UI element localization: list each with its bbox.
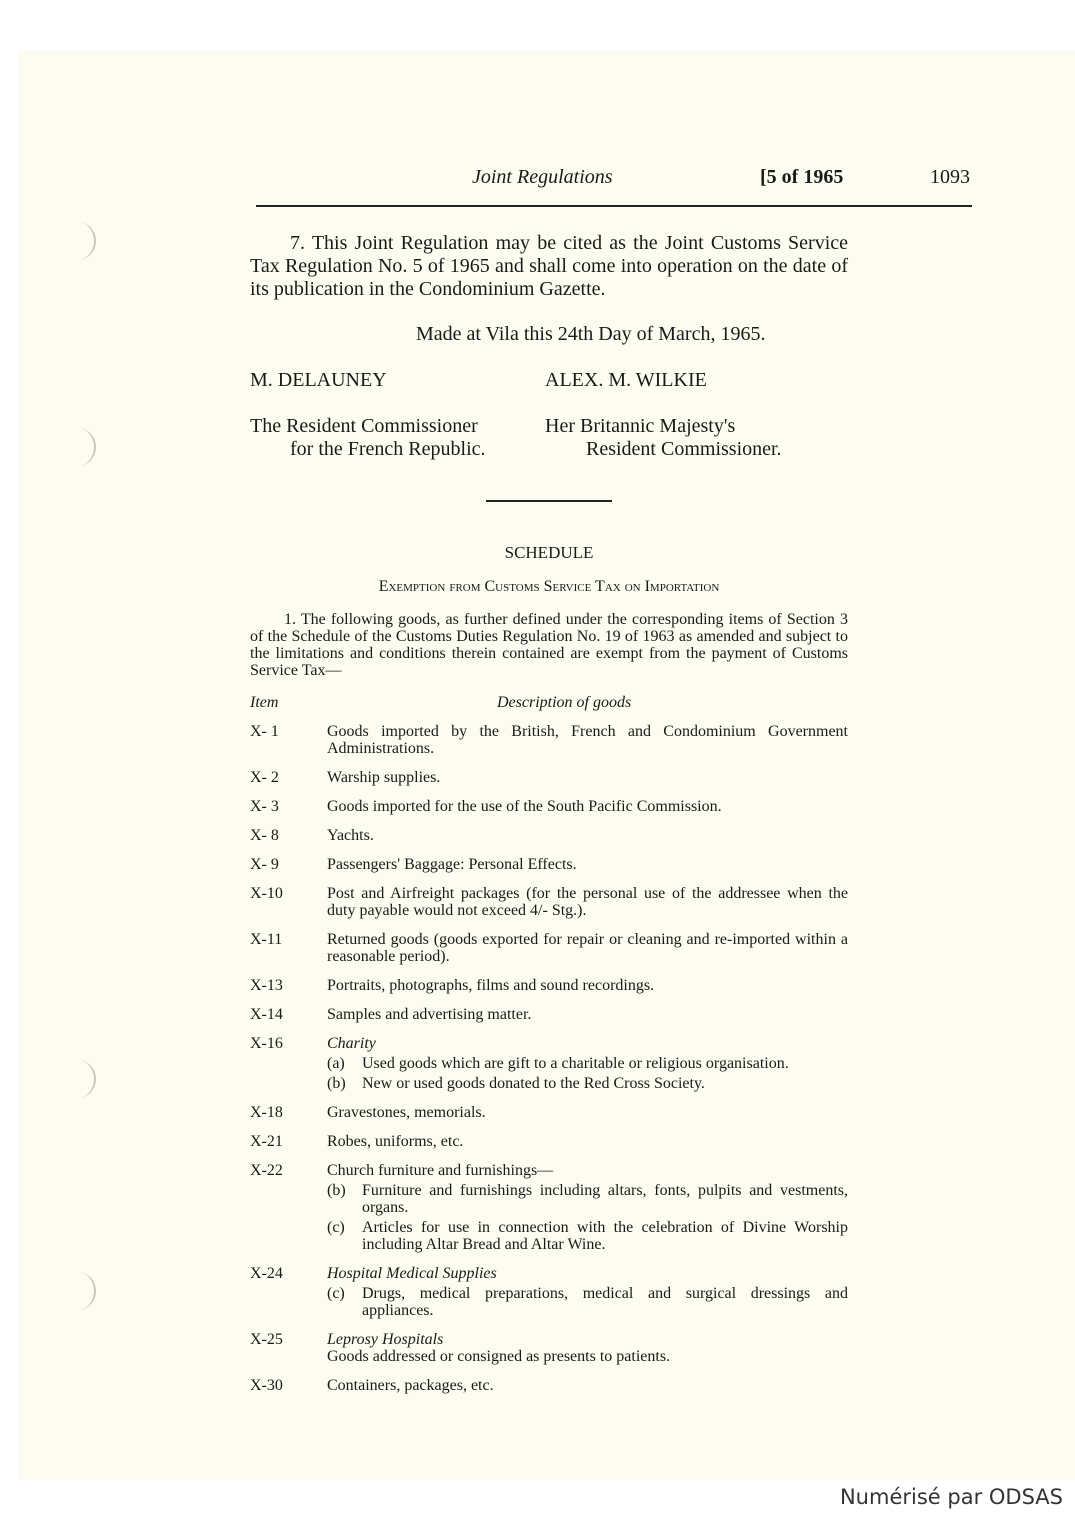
- item-code: X-11: [250, 931, 283, 948]
- schedule-item: [250, 769, 848, 786]
- item-code: X- 2: [250, 769, 279, 786]
- item-text: Containers, packages, etc.: [327, 1377, 494, 1394]
- signatory-name: M. DELAUNEY: [250, 369, 387, 391]
- item-code: X-24: [250, 1265, 283, 1282]
- sub-item-text: Drugs, medical preparations, medical and surgical dressings and appliances.: [362, 1285, 848, 1319]
- item-description: [327, 798, 848, 815]
- item-description: [327, 769, 848, 786]
- item-heading: Leprosy Hospitals: [327, 1331, 444, 1348]
- item-code: X-25: [250, 1331, 283, 1348]
- item-text: Portraits, photographs, films and sound recordings.: [327, 977, 655, 994]
- signatory-name: ALEX. M. WILKIE: [545, 369, 707, 391]
- schedule-item: [250, 931, 848, 965]
- schedule-item: [250, 1162, 848, 1253]
- sub-item-label: (b): [327, 1182, 346, 1199]
- schedule-subtitle: Exemption from Customs Service Tax on Importation: [378, 578, 720, 595]
- schedule-item: [250, 885, 848, 919]
- item-description: [327, 885, 848, 919]
- item-description: [327, 856, 848, 873]
- item-description: [327, 1035, 848, 1092]
- item-code: X-13: [250, 977, 283, 994]
- schedule-item: [250, 1331, 848, 1365]
- sub-item-text: Articles for use in connection with the celebration of Divine Worship including Altar Bread and Altar Wine.: [362, 1219, 848, 1253]
- schedule-items: [250, 723, 848, 1406]
- regulation-number: [5 of 1965: [760, 166, 844, 188]
- sub-item: [327, 1285, 848, 1319]
- header-rule: [256, 205, 972, 207]
- item-heading: Hospital Medical Supplies: [327, 1265, 497, 1282]
- item-code: X-14: [250, 1006, 283, 1023]
- signatory-title: Resident Commissioner.: [586, 438, 782, 460]
- item-code: X-18: [250, 1104, 283, 1121]
- punch-hole: [60, 1272, 96, 1310]
- item-description: [327, 827, 848, 844]
- sub-item: [327, 1075, 848, 1092]
- punch-hole: [60, 222, 96, 260]
- item-text: Returned goods (goods exported for repair or cleaning and re-imported within a reasonable period).: [327, 931, 848, 965]
- item-text: Warship supplies.: [327, 769, 441, 786]
- made-at: Made at Vila this 24th Day of March, 1965.: [416, 323, 766, 345]
- sub-item: [327, 1219, 848, 1253]
- column-headers: [250, 694, 848, 712]
- item-description: [327, 1331, 848, 1365]
- item-description: [327, 1162, 848, 1253]
- schedule-item: [250, 1104, 848, 1121]
- schedule-item: [250, 798, 848, 815]
- sub-item-label: (a): [327, 1055, 345, 1072]
- item-description: [327, 1133, 848, 1150]
- sub-item: [327, 1182, 848, 1216]
- item-description: [327, 1104, 848, 1121]
- item-code: X- 9: [250, 856, 279, 873]
- sub-item: [327, 1055, 848, 1072]
- item-column-header: Item: [250, 694, 279, 711]
- signatory-title: The Resident Commissioner: [250, 415, 478, 437]
- description-column-header: Description of goods: [497, 694, 632, 711]
- schedule-item: [250, 856, 848, 873]
- schedule-item: [250, 977, 848, 994]
- divider: [486, 500, 612, 502]
- digitization-credit: Numérisé par ODSAS: [839, 1485, 1063, 1509]
- item-text: Samples and advertising matter.: [327, 1006, 532, 1023]
- punch-hole: [60, 428, 96, 466]
- item-description: [327, 931, 848, 965]
- sub-item-label: (c): [327, 1219, 345, 1236]
- item-text: Goods imported by the British, French and Condominium Government Administrations.: [327, 723, 848, 757]
- item-text: Robes, uniforms, etc.: [327, 1133, 464, 1150]
- schedule-intro: 1. The following goods, as further defined under the corresponding items of Section 3 of the Schedule of the Customs Duties Regulation No. 19 of 1963 as amended and subject to the limitations and conditions therein contained are exempt from the payment of Customs Service Tax—: [250, 611, 848, 679]
- item-code: X-22: [250, 1162, 283, 1179]
- schedule-item: [250, 1377, 848, 1394]
- schedule-item: [250, 1035, 848, 1092]
- punch-hole: [60, 1060, 96, 1098]
- schedule-item: [250, 1133, 848, 1150]
- item-code: X-30: [250, 1377, 283, 1394]
- item-code: X-21: [250, 1133, 283, 1150]
- schedule-item: [250, 1006, 848, 1023]
- item-code: X-16: [250, 1035, 283, 1052]
- item-code: X-10: [250, 885, 283, 902]
- sub-item-text: New or used goods donated to the Red Cross Society.: [362, 1075, 705, 1092]
- item-description: [327, 723, 848, 757]
- item-code: X- 1: [250, 723, 279, 740]
- item-text: Gravestones, memorials.: [327, 1104, 486, 1121]
- running-title: Joint Regulations: [472, 166, 613, 188]
- sub-item-text: Used goods which are gift to a charitable or religious organisation.: [362, 1055, 789, 1072]
- item-text: Church furniture and furnishings—: [327, 1162, 554, 1179]
- item-code: X- 8: [250, 827, 279, 844]
- item-text: Goods imported for the use of the South Pacific Commission.: [327, 798, 722, 815]
- schedule-item: [250, 1265, 848, 1319]
- item-text: Yachts.: [327, 827, 374, 844]
- sub-item-label: (c): [327, 1285, 345, 1302]
- schedule-item: [250, 723, 848, 757]
- section-7: 7. This Joint Regulation may be cited as the Joint Customs Service Tax Regulation No. 5 of 1965 and shall come into operation on the date of its publication in the Condominium Gazette.: [250, 232, 848, 300]
- item-code: X- 3: [250, 798, 279, 815]
- item-description: [327, 1265, 848, 1319]
- sub-item-label: (b): [327, 1075, 346, 1092]
- schedule-item: [250, 827, 848, 844]
- sub-item-text: Furniture and furnishings including altars, fonts, pulpits and vestments, organs.: [362, 1182, 848, 1216]
- item-description: [327, 977, 848, 994]
- signatory-title: Her Britannic Majesty's: [545, 415, 736, 437]
- item-description: [327, 1377, 848, 1394]
- page-number: 1093: [930, 166, 970, 188]
- signatory-title: for the French Republic.: [290, 438, 486, 460]
- item-text: Post and Airfreight packages (for the personal use of the addressee when the duty payable would not exceed 4/- Stg.).: [327, 885, 848, 919]
- schedule-title: SCHEDULE: [504, 543, 594, 562]
- item-heading: Charity: [327, 1035, 376, 1052]
- item-text: Passengers' Baggage: Personal Effects.: [327, 856, 577, 873]
- item-text: Goods addressed or consigned as presents to patients.: [327, 1348, 671, 1365]
- item-description: [327, 1006, 848, 1023]
